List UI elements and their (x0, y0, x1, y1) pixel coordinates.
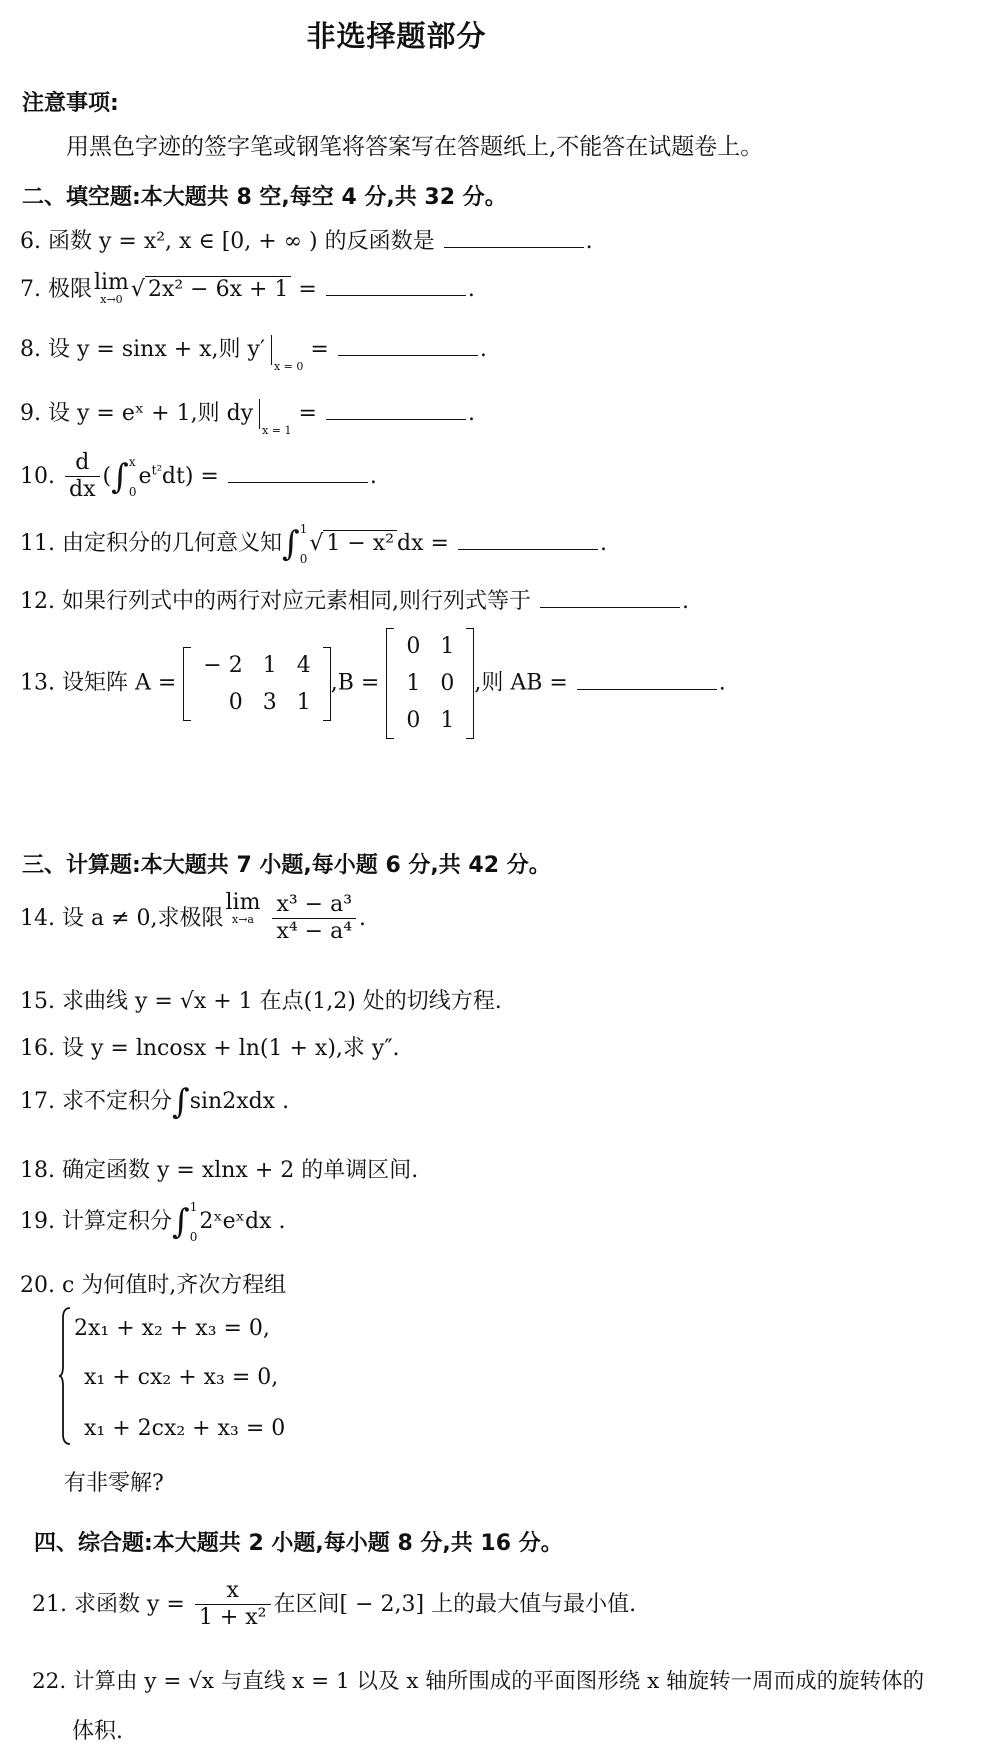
equation-2: x₁ + cx₂ + x₃ = 0, (84, 1365, 279, 1390)
question-16: 16. 设 y = lncosx + ln(1 + x),求 y″. (20, 1036, 400, 1061)
fraction-denominator: x⁴ − a⁴ (276, 919, 353, 945)
question-21-prefix: 21. 求函数 y = (32, 1591, 185, 1617)
matrix-cell: 4 (296, 652, 311, 678)
matrix-cell: 3 (262, 689, 277, 715)
lower-limit: 0 (299, 552, 308, 566)
limit-subscript: x→0 (100, 293, 123, 306)
upper-limit: 1 (189, 1200, 198, 1214)
equation-1: 2x₁ + x₂ + x₃ = 0, (74, 1316, 270, 1341)
matrix-cell: 0 (440, 671, 455, 696)
question-21 (32, 1578, 636, 1632)
question-19 (20, 1200, 286, 1244)
limit-operator (94, 272, 129, 305)
matrix-cell: − 2 (203, 652, 243, 678)
question-6-text: 6. 函数 y = x², x ∈ [0, + ∞ ) 的反函数是 (20, 229, 435, 254)
question-12-text: 12. 如果行列式中的两行对应元素相同,则行列式等于 (20, 589, 531, 614)
lower-limit: 0 (189, 1230, 198, 1244)
upper-limit: x (128, 454, 136, 469)
answer-blank (458, 548, 598, 550)
section-title: 非选择题部分 (306, 19, 487, 53)
answer-blank (326, 294, 466, 296)
section-fill-in: 二、填空题:本大题共 8 空,每空 4 分,共 32 分。 (22, 185, 507, 210)
matrix-cell: 1 (440, 634, 455, 659)
limit-operator (226, 892, 261, 925)
question-17-prefix: 17. 求不定积分 (20, 1089, 172, 1114)
evaluation-subscript: x = 1 (262, 424, 292, 437)
question-10: 10. $\frac{d}{dx}$ (∫ x 0 $e^{t^2}dt$) = . (20, 450, 377, 503)
answer-blank (577, 688, 717, 690)
fraction-denominator: dx (69, 477, 96, 503)
matrix-a (183, 647, 330, 721)
integral-limits (300, 522, 308, 566)
integral-limits (129, 455, 137, 499)
evaluation-subscript: x = 0 (273, 360, 304, 373)
answer-blank (338, 354, 478, 356)
equation-3: x₁ + 2cx₂ + x₃ = 0 (84, 1416, 286, 1441)
question-14: 14. 设 a ≠ 0,求极限 lim x→a $\frac{\text{x³ − a³}}{\text{x⁴ − a⁴}}$ . (20, 890, 367, 945)
question-10-prefix: 10. (20, 463, 55, 489)
section-calculation: 三、计算题:本大题共 7 小题,每小题 6 分,共 42 分。 (22, 853, 551, 878)
question-20-tail: 有非零解? (64, 1471, 164, 1496)
question-17-integrand: sin2xdx . (189, 1089, 290, 1114)
fraction-numerator: x (195, 1578, 271, 1605)
question-14-prefix: 14. 设 a ≠ 0,求极限 (20, 905, 224, 931)
integrand-tail: dt) = (161, 463, 219, 489)
question-7: 7. 极限 lim x→0 √ 2x² − 6x + 1 = . (20, 270, 475, 306)
notice-body: 用黑色字迹的签字笔或钢笔将答案写在答题纸上,不能答在试题卷上。 (66, 134, 764, 160)
question-11-prefix: 11. 由定积分的几何意义知 (20, 531, 282, 556)
fraction-denominator: 1 + x² (198, 1605, 267, 1631)
integrand-tail: dx = (397, 531, 449, 556)
answer-blank (326, 418, 466, 420)
fraction-numerator: x³ − a³ (272, 892, 356, 919)
fraction-numerator: d (65, 450, 100, 477)
question-15: 15. 求曲线 y = √x + 1 在点(1,2) 处的切线方程. (20, 989, 502, 1014)
matrix-cell: 0 (406, 634, 421, 659)
matrix-cell: 0 (406, 708, 421, 733)
integral-sign: ∫ (111, 456, 129, 497)
question-13-prefix: 13. 设矩阵 A = (20, 670, 177, 696)
question-22: 22. 计算由 y = √x 与直线 x = 1 以及 x 轴所围成的平面图形绕 x 轴旋转一周而成的旋转体的 (32, 1669, 925, 1694)
sqrt-expression: 2x² − 6x + 1 (145, 276, 291, 302)
derivative-fraction (65, 450, 100, 504)
matrix-cell: 1 (440, 708, 455, 733)
question-9: 9. 设 y = eˣ + 1,则 $dy_{x = 1}$ = . (20, 401, 475, 437)
question-22-line2: 体积. (72, 1719, 123, 1744)
limit-subscript: x→a (231, 913, 254, 926)
integral-sign: ∫ (171, 1082, 190, 1122)
section-comprehensive: 四、综合题:本大题共 2 小题,每小题 8 分,共 16 分。 (34, 1531, 563, 1556)
question-18: 18. 确定函数 y = xlnx + 2 的单调区间. (20, 1158, 419, 1183)
limit-fraction (272, 892, 356, 946)
integrand-exponent: t² (151, 463, 162, 479)
question-17 (20, 1082, 289, 1122)
matrix-cell: 1 (296, 689, 311, 715)
integral-sign: ∫ (171, 1202, 190, 1242)
question-6: 6. 函数 y = x², x ∈ [0, + ∞ ) 的反函数是 . (20, 229, 593, 254)
notice-heading: 注意事项: (22, 91, 119, 116)
evaluation-bar (259, 399, 260, 429)
upper-limit: 1 (299, 522, 308, 536)
equation-brace (58, 1306, 72, 1446)
limit-label: lim (225, 890, 261, 915)
matrix-cell: 1 (262, 652, 277, 678)
matrix-cell: 1 (406, 671, 421, 696)
sqrt-expression: 1 − x² (323, 530, 397, 556)
matrix-b (386, 628, 474, 739)
question-13-tail: ,则 AB = (474, 670, 568, 696)
question-11: 11. 由定积分的几何意义知∫ 1 0 √ 1 − x² dx = . (20, 522, 607, 566)
answer-blank (228, 481, 368, 483)
question-19-integrand: 2ˣeˣdx . (199, 1209, 286, 1234)
question-9-prefix: 9. 设 y = eˣ + 1,则 dy (20, 401, 254, 426)
question-12: 12. 如果行列式中的两行对应元素相同,则行列式等于 . (20, 589, 689, 614)
question-13-mid: ,B = (330, 670, 380, 696)
lower-limit: 0 (128, 484, 137, 499)
evaluation-bar (271, 335, 272, 365)
question-19-prefix: 19. 计算定积分 (20, 1209, 172, 1234)
integral-limits (190, 1200, 198, 1244)
function-fraction (195, 1578, 271, 1632)
question-7-prefix: 7. 极限 (20, 277, 92, 302)
integral-sign: ∫ (281, 524, 300, 564)
answer-blank (444, 246, 584, 248)
limit-label: lim (93, 270, 129, 295)
question-8: 8. 设 y = sinx + x,则 $y'_{x = 0}$ = . (20, 337, 487, 373)
integrand-base: e (138, 463, 152, 489)
question-8-prefix: 8. 设 y = sinx + x,则 y′ (20, 337, 265, 362)
answer-blank (540, 606, 680, 608)
matrix-cell: 0 (228, 689, 243, 715)
question-13: 13. 设矩阵 A = − 2 1 4 0 3 1 ,B = 0 1 1 0 0 1 ,则 AB = . (20, 628, 726, 739)
question-20: 20. c 为何值时,齐次方程组 (20, 1273, 287, 1298)
question-21-tail: 在区间[ − 2,3] 上的最大值与最小值. (273, 1591, 637, 1617)
